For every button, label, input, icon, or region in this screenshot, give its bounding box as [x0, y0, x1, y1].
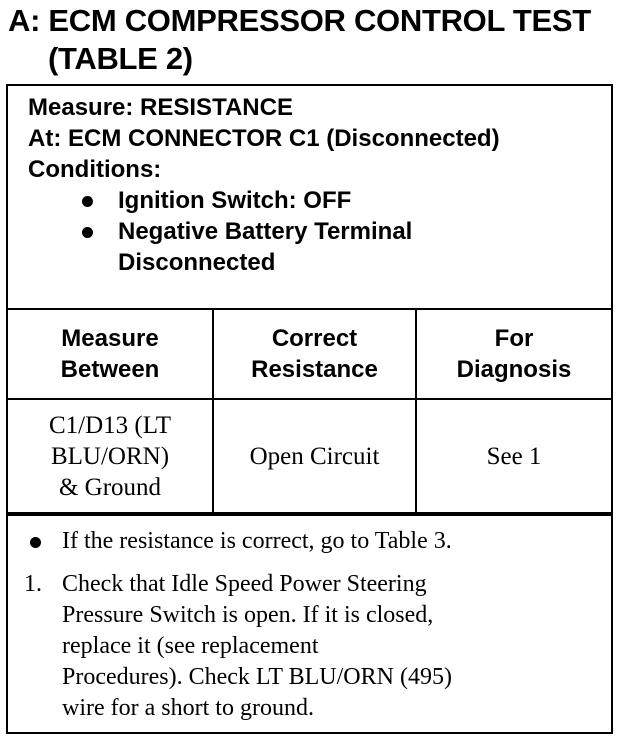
- note-bullet-item: [24, 526, 599, 557]
- measurement-table: [8, 310, 611, 514]
- note-bullet-text: If the resistance is correct, go to Table 3.: [62, 528, 452, 554]
- conditions-list: [28, 185, 611, 278]
- note-numbered-item: [24, 569, 599, 724]
- condition-item: [28, 185, 611, 216]
- condition-item: [28, 216, 611, 247]
- note-line: wire for a short to ground.: [62, 695, 314, 721]
- condition-text: Ignition Switch: OFF: [118, 187, 352, 214]
- header-measure-between: [8, 310, 213, 399]
- header-text: Measure: [61, 325, 159, 352]
- header-correct-resistance: [213, 310, 416, 399]
- conditions-label: Conditions:: [28, 156, 162, 183]
- bullet-icon: [82, 227, 93, 238]
- header-text: Between: [60, 356, 160, 383]
- title-line-2: (TABLE 2): [48, 41, 193, 76]
- table-row: [8, 399, 611, 513]
- note-line: Procedures). Check LT BLU/ORN (495): [62, 664, 452, 690]
- cell-correct-resistance: [213, 399, 416, 513]
- cell-text: C1/D13 (LT: [49, 411, 171, 439]
- section-divider: [8, 514, 611, 518]
- cell-text: BLU/ORN): [50, 442, 170, 470]
- bullet-icon: [30, 537, 41, 548]
- table-header-row: [8, 310, 611, 399]
- cell-text: & Ground: [58, 473, 162, 501]
- conditions-section: [8, 86, 611, 310]
- header-text: Correct: [271, 325, 358, 352]
- condition-text: Disconnected: [118, 249, 276, 276]
- cell-for-diagnosis: [416, 399, 611, 513]
- condition-item-continued: [28, 247, 611, 278]
- condition-text: Negative Battery Terminal: [118, 218, 413, 245]
- cell-text: See 1: [486, 442, 542, 470]
- bullet-icon: [82, 196, 93, 207]
- notes-section: [8, 520, 611, 724]
- note-line: Pressure Switch is open. If it is closed,: [62, 602, 434, 628]
- cell-text: Open Circuit: [249, 442, 380, 470]
- header-text: For: [494, 325, 534, 352]
- measure-line: Measure: RESISTANCE: [28, 94, 293, 121]
- header-text: Diagnosis: [456, 356, 572, 383]
- note-line: replace it (see replacement: [62, 633, 319, 659]
- cell-measure-between: [8, 399, 213, 513]
- test-table-box: [6, 84, 613, 734]
- note-number: 1.: [24, 571, 42, 597]
- title-line-1: A: ECM COMPRESSOR CONTROL TEST: [8, 3, 591, 38]
- header-text: Resistance: [251, 356, 378, 383]
- at-line: At: ECM CONNECTOR C1 (Disconnected): [28, 125, 500, 152]
- note-line: Check that Idle Speed Power Steering: [62, 571, 427, 597]
- page-title: [8, 2, 636, 78]
- header-for-diagnosis: [416, 310, 611, 399]
